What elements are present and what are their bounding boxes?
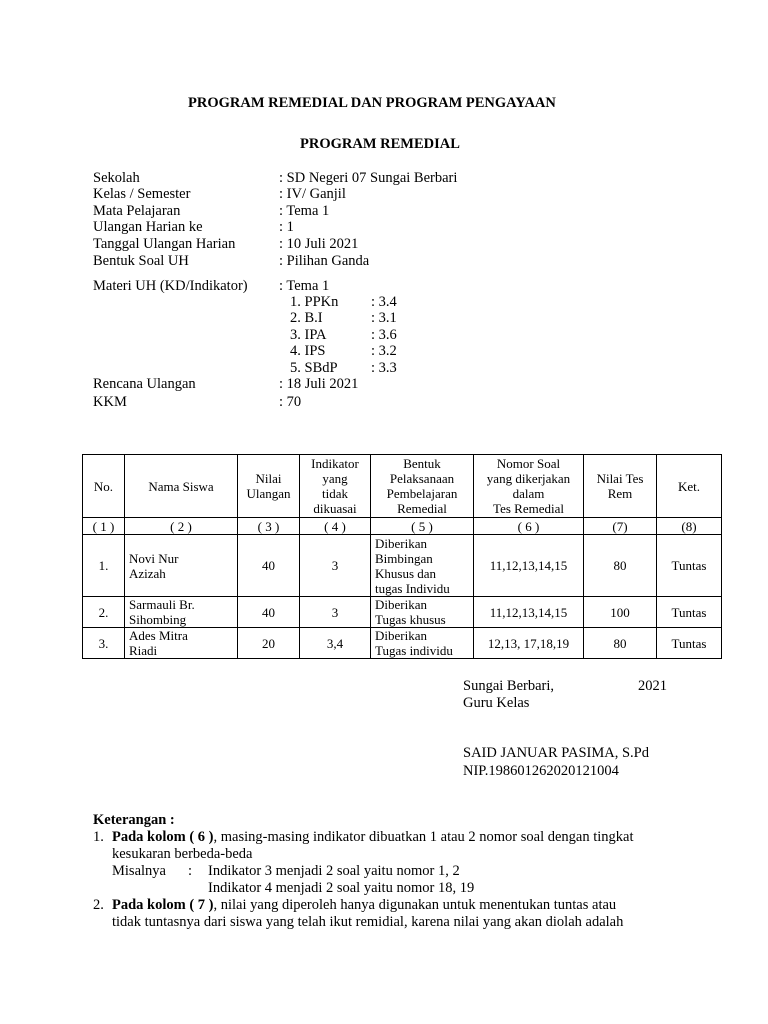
info-value-kelas: : IV/ Ganjil xyxy=(279,186,346,202)
info-label-kelas: Kelas / Semester xyxy=(93,186,191,202)
row-indikator: 3 xyxy=(300,597,371,628)
table-header-row xyxy=(83,455,722,518)
note-1-text: , masing-masing indikator dibuatkan 1 atau 2 nomor soal dengan tingkat xyxy=(213,829,634,845)
row-nilai: 20 xyxy=(238,628,300,659)
note-2-text: , nilai yang diperoleh hanya digunakan untuk menentukan tuntas atau xyxy=(213,897,617,913)
example-2: Indikator 4 menjadi 2 soal yaitu nomor 18, 19 xyxy=(208,880,475,896)
row-nilai-tes: 100 xyxy=(584,597,657,628)
row-nilai-tes: 80 xyxy=(584,628,657,659)
row-no: 1. xyxy=(83,535,125,597)
note-2-line2: tidak tuntasnya dari siswa yang telah ikut remidial, karena nilai yang akan diolah adalah xyxy=(112,914,624,930)
note-2 xyxy=(112,897,616,914)
materi-label: Materi UH (KD/Indikator) xyxy=(93,278,248,294)
kkm-value: : 70 xyxy=(279,394,302,410)
row-no: 3. xyxy=(83,628,125,659)
row-nomor-soal: 11,12,13,14,15 xyxy=(474,535,584,597)
signature-role: Guru Kelas xyxy=(463,695,530,711)
rencana-value: : 18 Juli 2021 xyxy=(279,376,359,392)
example-label: Misalnya xyxy=(112,863,166,879)
row-nama: Sarmauli Br. Sihombing xyxy=(125,597,238,628)
table-row xyxy=(83,628,722,659)
materi-subject: 4. IPS xyxy=(290,343,326,359)
info-label-bentuk: Bentuk Soal UH xyxy=(93,253,189,269)
note-2-bold: Pada kolom ( 7 ) xyxy=(112,897,214,913)
materi-kd: : 3.6 xyxy=(371,327,397,343)
info-label-ulangan: Ulangan Harian ke xyxy=(93,219,203,235)
section-title: PROGRAM REMEDIAL xyxy=(300,136,460,152)
row-ket: Tuntas xyxy=(657,628,722,659)
note-number: 2. xyxy=(93,897,104,913)
header-bentuk: Bentuk Pelaksanaan Pembelajaran Remedial xyxy=(371,455,474,518)
info-value-sekolah: : SD Negeri 07 Sungai Berbari xyxy=(279,170,458,186)
materi-kd: : 3.3 xyxy=(371,360,397,376)
materi-subject: 1. PPKn xyxy=(290,294,339,310)
note-number: 1. xyxy=(93,829,104,845)
table-row xyxy=(83,597,722,628)
row-indikator: 3 xyxy=(300,535,371,597)
row-nilai: 40 xyxy=(238,535,300,597)
materi-kd: : 3.1 xyxy=(371,310,397,326)
example-colon: : xyxy=(188,863,193,879)
info-value-ulangan: : 1 xyxy=(279,219,294,235)
signature-name: SAID JANUAR PASIMA, S.Pd xyxy=(463,745,650,761)
materi-subject: 5. SBdP xyxy=(290,360,338,376)
row-nomor-soal: 11,12,13,14,15 xyxy=(474,597,584,628)
header-indikator: Indikator yang tidak dikuasai xyxy=(300,455,371,518)
signature-nip: NIP.198601262020121004 xyxy=(463,763,619,779)
materi-subject: 3. IPA xyxy=(290,327,327,343)
note-1 xyxy=(112,829,634,846)
materi-kd: : 3.2 xyxy=(371,343,397,359)
remedial-table xyxy=(82,454,722,659)
info-value-mapel: : Tema 1 xyxy=(279,203,330,219)
signature-place: Sungai Berbari, xyxy=(463,678,555,694)
header-ket: Ket. xyxy=(657,455,722,518)
col-number: ( 6 ) xyxy=(474,518,584,535)
col-number: ( 2 ) xyxy=(125,518,238,535)
note-1-line2: kesukaran berbeda-beda xyxy=(112,846,253,862)
note-1-bold: Pada kolom ( 6 ) xyxy=(112,829,214,845)
materi-subject: 2. B.I xyxy=(290,310,323,326)
row-no: 2. xyxy=(83,597,125,628)
notes-heading: Keterangan : xyxy=(93,812,175,828)
materi-kd: : 3.4 xyxy=(371,294,397,310)
info-label-mapel: Mata Pelajaran xyxy=(93,203,181,219)
col-number: (8) xyxy=(657,518,722,535)
row-indikator: 3,4 xyxy=(300,628,371,659)
materi-value: : Tema 1 xyxy=(279,278,330,294)
info-value-tanggal: : 10 Juli 2021 xyxy=(279,236,359,252)
row-ket: Tuntas xyxy=(657,535,722,597)
header-no: No. xyxy=(83,455,125,518)
row-nilai-tes: 80 xyxy=(584,535,657,597)
col-number: ( 5 ) xyxy=(371,518,474,535)
table-row xyxy=(83,535,722,597)
header-nilai: Nilai Ulangan xyxy=(238,455,300,518)
header-nilai-tes: Nilai Tes Rem xyxy=(584,455,657,518)
row-bentuk: Diberikan Bimbingan Khusus dan tugas Individu xyxy=(371,535,474,597)
info-value-bentuk: : Pilihan Ganda xyxy=(279,253,370,269)
row-nama: Ades Mitra Riadi xyxy=(125,628,238,659)
row-nilai: 40 xyxy=(238,597,300,628)
header-nomor-soal: Nomor Soal yang dikerjakan dalam Tes Remedial xyxy=(474,455,584,518)
signature-year: 2021 xyxy=(638,678,667,694)
row-bentuk: Diberikan Tugas khusus xyxy=(371,597,474,628)
col-number: ( 4 ) xyxy=(300,518,371,535)
info-label-sekolah: Sekolah xyxy=(93,170,140,186)
row-nama: Novi Nur Azizah xyxy=(125,535,238,597)
col-number: ( 3 ) xyxy=(238,518,300,535)
row-ket: Tuntas xyxy=(657,597,722,628)
row-bentuk: Diberikan Tugas individu xyxy=(371,628,474,659)
row-nomor-soal: 12,13, 17,18,19 xyxy=(474,628,584,659)
info-label-tanggal: Tanggal Ulangan Harian xyxy=(93,236,236,252)
table-colnum-row xyxy=(83,518,722,535)
col-number: (7) xyxy=(584,518,657,535)
example-1: Indikator 3 menjadi 2 soal yaitu nomor 1, 2 xyxy=(208,863,460,879)
header-nama: Nama Siswa xyxy=(125,455,238,518)
document-title: PROGRAM REMEDIAL DAN PROGRAM PENGAYAAN xyxy=(188,95,556,111)
kkm-label: KKM xyxy=(93,394,127,410)
col-number: ( 1 ) xyxy=(83,518,125,535)
rencana-label: Rencana Ulangan xyxy=(93,376,196,392)
